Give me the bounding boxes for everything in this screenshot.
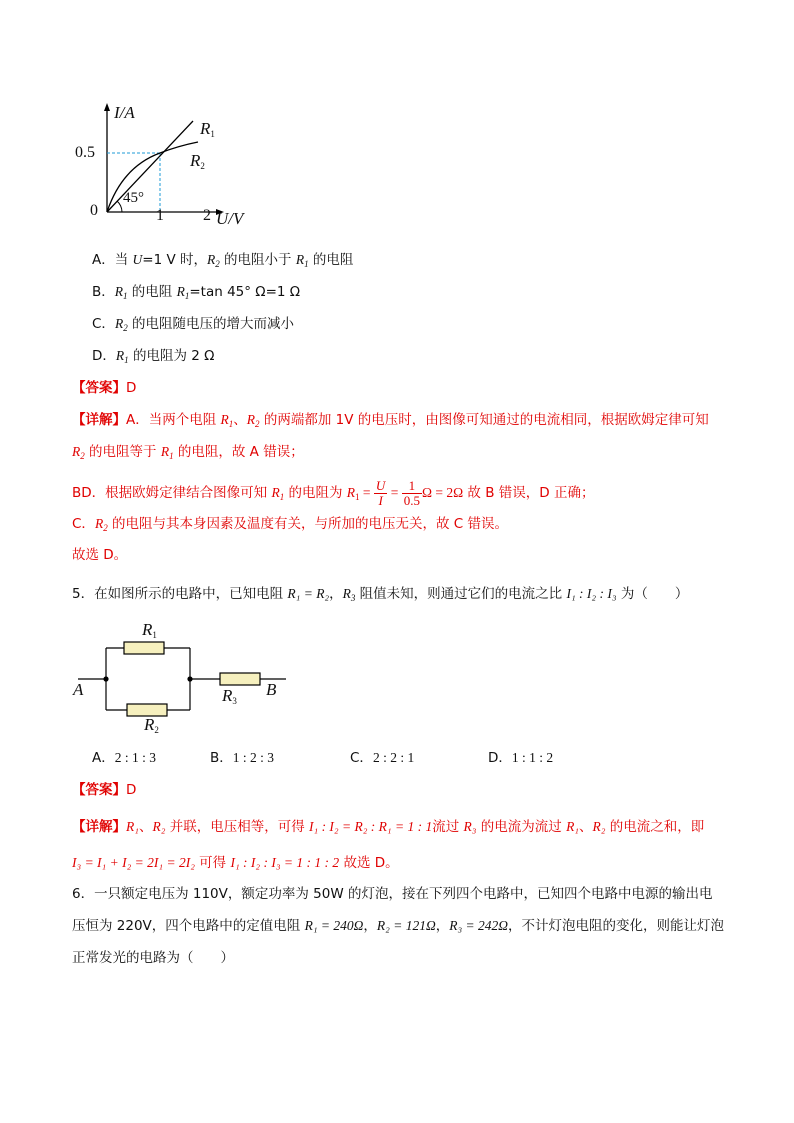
- q5-option-c[interactable]: C．2 : 2 : 1: [350, 750, 415, 766]
- q4-option-c[interactable]: C．$R_2$ 的电阻随电压的增大而减小: [92, 316, 294, 333]
- r1-label: $R_1$: [142, 620, 157, 640]
- circuit-diagram: [70, 615, 300, 740]
- r3-label: $R_3$: [222, 686, 237, 706]
- angle-arc: [117, 201, 122, 212]
- q5-option-a[interactable]: A．2 : 1 : 3: [92, 750, 157, 766]
- terminal-a-label: A: [73, 680, 84, 699]
- q5-option-d[interactable]: D．1 : 1 : 2: [488, 750, 554, 766]
- tick-origin: 0: [90, 202, 98, 219]
- y-axis-label: I/A: [114, 103, 135, 122]
- q5-option-b[interactable]: B．1 : 2 : 3: [210, 750, 275, 766]
- q6-line3: 正常发光的电路为（ ）: [72, 950, 234, 966]
- q5-stem: 5．在如图所示的电路中，已知电阻 R₁ = R₂，$R_3$ 阻值未知，则通过它们的电流之比 I₁ : I₂ : I₃ 为（ ）: [72, 586, 689, 603]
- q4-option-b[interactable]: B．$R_1$ 的电阻 $R_1=\tan$ 45° Ω=1 Ω: [92, 284, 301, 301]
- q6-line2: 压恒为 220V，四个电路中的定值电阻 R₁ = 240Ω，R₂ = 121Ω，R₃ = 242Ω，不计灯泡电阻的变化，则能让灯泡: [72, 918, 725, 934]
- fraction-1-over-05: $\frac{1}{0.5}$: [403, 477, 420, 508]
- junction-right: [187, 676, 192, 681]
- tick-x-2: 2: [203, 207, 211, 224]
- q4-detail-line3: BD．根据欧姆定律结合图像可知 $R_1$ 的电阻为 $R_1$ = $\frac{U}{I}$ = $\frac{1}{0.5}$ Ω = 2Ω 故 B 错误，D 正确；: [72, 477, 595, 508]
- q4-detail-line4: C．$R_2$ 的电阻与其本身因素及温度有关，与所加的电压无关，故 C 错误。: [72, 516, 508, 533]
- curve-r1: [107, 121, 193, 212]
- r2-label: $R_2$: [144, 715, 159, 735]
- resistor-r3: [220, 673, 260, 685]
- circuit-svg: [70, 615, 300, 740]
- q4-detail-line1: 【详解】A．当两个电阻 $R_1$、$R_2$ 的两端都加 1V 的电压时，由图像可知通过的电流相同，根据欧姆定律可知: [72, 412, 709, 429]
- q6-line1: 6．一只额定电压为 110V，额定功率为 50W 的灯泡，接在下列四个电路中，已知四个电路中电源的输出电: [72, 886, 713, 902]
- r2-curve-label: $R_2$: [190, 151, 205, 171]
- q5-detail-line2: I₃ = I₁ + I₂ = 2I₁ = 2I₂ 可得 I₁ : I₂ : I₃ = 1 : 1 : 2 故选 D。: [72, 855, 399, 871]
- r1-curve-label: $R_1$: [200, 119, 215, 139]
- junction-left: [103, 676, 108, 681]
- q5-detail-line1: 【详解】R₁、R₂ 并联，电压相等，可得 I₁ : I₂ = R₂ : R₁ = 1 : 1流过 R₃ 的电流为流过 R₁、R₂ 的电流之和，即: [72, 819, 705, 835]
- q4-option-a[interactable]: A．当 U=1 V 时，$R_2$ 的电阻小于 $R_1$ 的电阻: [92, 252, 354, 269]
- y-axis-arrow: [104, 103, 110, 111]
- iu-graph: [70, 95, 270, 235]
- terminal-b-label: B: [266, 680, 277, 699]
- resistor-r1: [124, 642, 164, 654]
- q4-answer: 【答案】D: [72, 380, 137, 396]
- fraction-u-over-i: $\frac{U}{I}$: [375, 477, 386, 508]
- q4-detail-line5: 故选 D。: [72, 547, 128, 563]
- tick-x-1: 1: [156, 207, 164, 224]
- q4-detail-line2: $R_2$ 的电阻等于 $R_1$ 的电阻，故 A 错误；: [72, 444, 304, 461]
- angle-label: 45°: [123, 190, 144, 206]
- q4-option-d[interactable]: D．$R_1$ 的电阻为 2 Ω: [92, 348, 215, 365]
- tick-y-05: 0.5: [75, 144, 95, 161]
- q5-answer: 【答案】D: [72, 782, 137, 798]
- x-axis-label: U/V: [216, 209, 244, 228]
